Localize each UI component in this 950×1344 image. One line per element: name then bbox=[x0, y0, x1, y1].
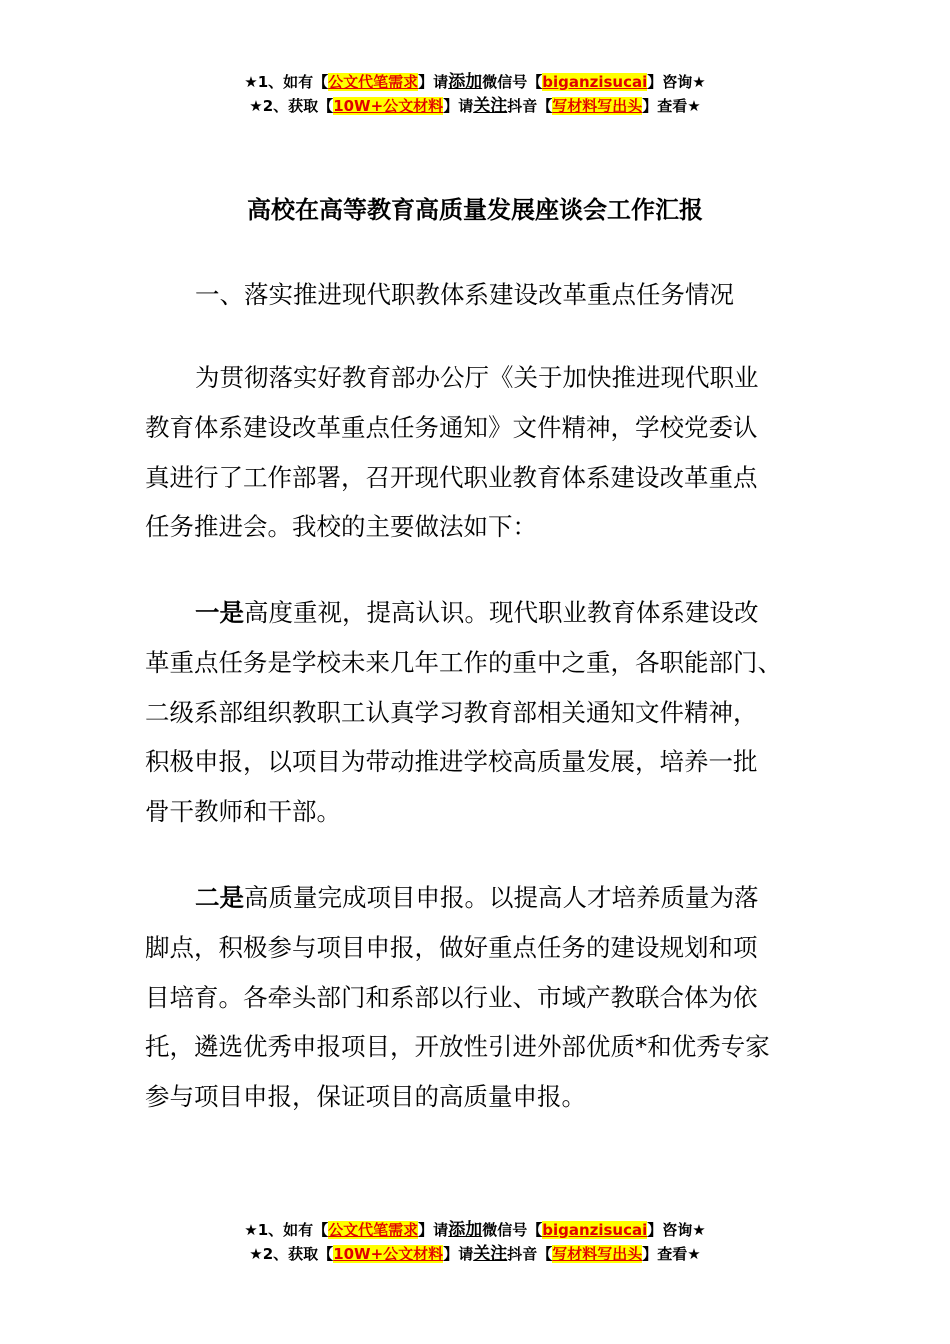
paragraph-3: 二是高质量完成项目申报。以提高人才培养质量为落 脚点，积极参与项目申报，做好重点任务的建设规划和项 目培育。各牵头部门和系部以行业、市域产教联合体为依 托，遴选优秀申报项目，开放性引进外部优质*和优秀专家 参与项目申报，保证项目的高质量申报。 bbox=[145, 883, 770, 1112]
section-heading: 一、落实推进现代职教体系建设改革重点任务情况 bbox=[195, 280, 734, 309]
douyin-id: 写材料写出头 bbox=[552, 1245, 643, 1263]
highlight: 10W+公文材料 bbox=[333, 97, 444, 115]
paragraph-2: 一是高度重视，提高认识。现代职业教育体系建设改 革重点任务是学校未来几年工作的重中之重，各职能部门、 二级系部组织教职工认真学习教育部相关通知文件精神， 积极申报，以项目为带动推进学校高质量发展，培养一批 骨干教师和干部。 bbox=[145, 598, 782, 827]
banner-line-2: ★2、获取【10W+公文材料】请关注抖音【写材料写出头】查看★ bbox=[249, 96, 701, 116]
banner-line-2: ★2、获取【10W+公文材料】请关注抖音【写材料写出头】查看★ bbox=[249, 1244, 701, 1264]
highlight: 公文代笔需求 bbox=[328, 1221, 419, 1239]
header-banner bbox=[0, 70, 950, 118]
wechat-id: biganzisucai bbox=[542, 73, 648, 91]
paragraph-1: 为贯彻落实好教育部办公厅《关于加快推进现代职业 教育体系建设改革重点任务通知》文件精神，学校党委认 真进行了工作部署，召开现代职业教育体系建设改革重点 任务推进会。我校的主要做法如下： bbox=[145, 363, 759, 542]
footer-banner bbox=[0, 1218, 950, 1266]
banner-line-1: ★1、如有【公文代笔需求】请添加微信号【biganzisucai】咨询★ bbox=[244, 72, 706, 92]
highlight: 公文代笔需求 bbox=[328, 73, 419, 91]
wechat-id: biganzisucai bbox=[542, 1221, 648, 1239]
document-title: 高校在高等教育高质量发展座谈会工作汇报 bbox=[247, 196, 703, 224]
highlight: 10W+公文材料 bbox=[333, 1245, 444, 1263]
banner-line-1: ★1、如有【公文代笔需求】请添加微信号【biganzisucai】咨询★ bbox=[244, 1220, 706, 1240]
douyin-id: 写材料写出头 bbox=[552, 97, 643, 115]
